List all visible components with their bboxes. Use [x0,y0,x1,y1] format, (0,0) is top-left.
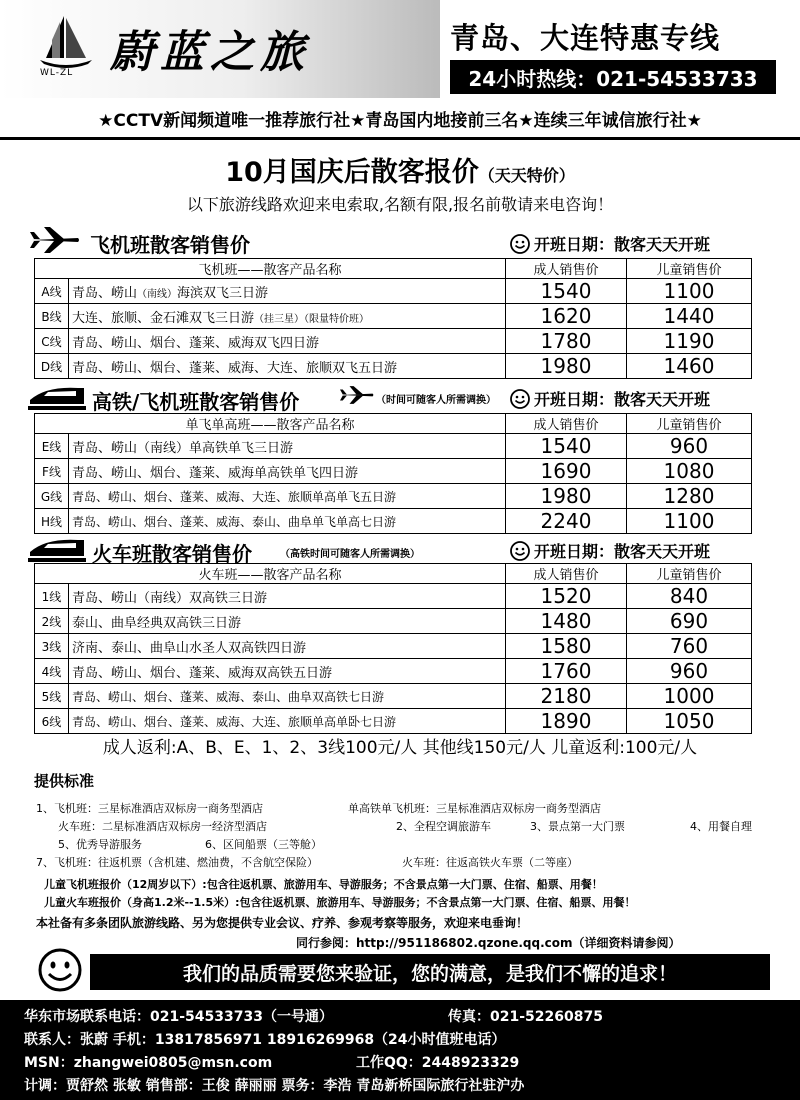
line-code: D线 [35,354,69,379]
adult-price: 1540 [506,434,627,459]
standard-item: 7、飞机班：往返机票（含机建、燃油费，不含航空保险） [36,856,318,869]
footer-contact [0,1000,800,1100]
child-price: 960 [627,659,752,684]
quality-slogan-bar: 我们的品质需要您来验证，您的满意，是我们不懈的追求！ [90,954,770,990]
adult-price: 1520 [506,584,627,609]
line-code: 3线 [35,634,69,659]
hotline-banner: 24小时热线：021-54533733 [450,60,776,94]
product-name: 青岛、崂山（南线）单高铁单飞三日游 [69,434,506,459]
adult-price: 1980 [506,354,627,379]
product-name-main: 大连、旅顺、金石滩双飞三日游 [72,310,255,326]
standard-item: 5、优秀导游服务 [58,838,142,851]
schedule-train [510,539,710,562]
smiley-icon [510,389,530,409]
table-row [35,304,752,329]
table-row [35,459,752,484]
table-row [35,709,752,734]
line-code: 5线 [35,684,69,709]
slogan-bar: ★CCTV新闻频道唯一推荐旅行社★青岛国内地接前三名★连续三年诚信旅行社★ [98,110,702,131]
section-title-flight: 飞机班散客销售价 [90,233,250,257]
table-header-row [35,414,752,434]
product-name: 青岛、崂山、烟台、蓬莱、威海、大连、旅顺单高单卧七日游 [69,709,506,734]
product-name: 青岛、崂山、烟台、蓬莱、威海、大连、旅顺单高单飞五日游 [69,484,506,509]
standard-item: 1、飞机班：三星标准酒店双标房一商务型酒店 [36,802,263,815]
product-name: 青岛、崂山、烟台、蓬莱、威海、大连、旅顺双飞五日游 [69,354,506,379]
line-code: 1线 [35,584,69,609]
standards-label: 提供标准 [34,772,95,790]
schedule-flight [510,232,710,255]
footer-msn: MSN：zhangwei0805@msn.com [24,1055,273,1071]
table-row [35,634,752,659]
child-price: 960 [627,434,752,459]
line-code: E线 [35,434,69,459]
column-header-product: 单飞单高班——散客产品名称 [35,414,506,434]
child-price: 1000 [627,684,752,709]
airplane-icon [340,385,374,405]
table-row [35,584,752,609]
table-header-row [35,564,752,584]
adult-price: 1760 [506,659,627,684]
adult-price: 1580 [506,634,627,659]
table-row [35,434,752,459]
column-header-child: 儿童销售价 [627,259,752,279]
child-price: 1080 [627,459,752,484]
child-price: 760 [627,634,752,659]
product-name: 青岛、崂山、烟台、蓬莱、威海双飞四日游 [69,329,506,354]
high-speed-train-icon [26,536,86,564]
column-header-product: 火车班——散客产品名称 [35,564,506,584]
standard-item: 火车班：二星标准酒店双标房一经济型酒店 [58,820,267,833]
schedule-text: 开班日期：散客天天开班 [534,390,711,409]
column-header-child: 儿童销售价 [627,564,752,584]
standard-item: 2、全程空调旅游车 [396,820,491,833]
adult-price: 1540 [506,279,627,304]
footer-phone: 华东市场联系电话：021-54533733（一号通） [24,1009,333,1025]
schedule-rail-flight [510,387,710,410]
product-name: 青岛、崂山（南线）双高铁三日游 [69,584,506,609]
product-name: 济南、泰山、曲阜山水圣人双高铁四日游 [69,634,506,659]
product-name-note: （挂三星）（限量特价班） [254,313,370,325]
footer-staff: 计调：贾舒然 张敏 销售部：王俊 薛丽丽 票务：李浩 青岛新桥国际旅行社驻沪办 [24,1078,525,1094]
table-row [35,279,752,304]
column-header-product: 飞机班——散客产品名称 [35,259,506,279]
schedule-text: 开班日期：散客天天开班 [534,542,711,561]
standard-item: 3、景点第一大门票 [530,820,625,833]
line-code: B线 [35,304,69,329]
table-row [35,484,752,509]
adult-price: 1780 [506,329,627,354]
product-name-rest: 海滨双飞三日游 [177,285,269,301]
adult-price: 1980 [506,484,627,509]
section-note-rail-flight: （时间可随客人所需调换） [376,395,496,406]
smiley-icon [510,234,530,254]
section-title-rail-flight: 高铁/飞机班散客销售价 [92,390,300,414]
footer-fax: 传真：021-52260875 [448,1009,603,1025]
footer-qq: 工作QQ：2448923329 [356,1055,520,1071]
standard-item: 4、用餐自理 [690,820,752,833]
sailboat-logo-icon [38,10,94,70]
smiley-icon [510,541,530,561]
line-code: H线 [35,509,69,534]
child-price: 1460 [627,354,752,379]
adult-price: 1690 [506,459,627,484]
product-name: 泰山、曲阜经典双高铁三日游 [69,609,506,634]
smiley-icon [38,948,82,992]
table-header-row [35,259,752,279]
standard-item: 火车班：往返高铁火车票（二等座） [402,856,578,869]
line-code: 6线 [35,709,69,734]
child-price: 1100 [627,279,752,304]
product-name: 青岛、崂山、烟台、蓬莱、威海双高铁五日游 [69,659,506,684]
section-note-train: （高铁时间可随客人所需调换） [280,549,420,560]
table-row [35,509,752,534]
peer-reference: 同行参阅：http://951186802.qzone.qq.com（详细资料请参阅） [296,936,681,950]
adult-price: 1480 [506,609,627,634]
child-price: 840 [627,584,752,609]
product-name-main: 青岛、崂山 [72,285,138,301]
table-row [35,684,752,709]
table-row [35,329,752,354]
table-row [35,354,752,379]
product-name: 青岛、崂山、烟台、蓬莱、威海、泰山、曲阜单飞单高七日游 [69,509,506,534]
intro-text: 以下旅游线路欢迎来电索取,名额有限,报名前敬请来电咨询！ [186,195,614,214]
section-title-train: 火车班散客销售价 [92,542,252,566]
rail-flight-price-table [34,413,752,534]
high-speed-train-icon [26,384,86,412]
line-code: C线 [35,329,69,354]
product-name-note: （南线） [137,288,178,300]
standard-item: 6、区间船票（三等舱） [205,838,322,851]
page-title [0,150,800,189]
footer-contact-person: 联系人：张蔚 手机：13817856971 18916269968（24小时值班电话） [24,1032,506,1048]
child-price: 1050 [627,709,752,734]
line-code: 4线 [35,659,69,684]
table-row [35,609,752,634]
line-code: A线 [35,279,69,304]
child-price: 1440 [627,304,752,329]
brand-name: 蔚蓝之旅 [110,27,310,78]
column-header-adult: 成人销售价 [506,564,627,584]
special-line-title: 青岛、大连特惠专线 [450,21,721,55]
adult-price: 2180 [506,684,627,709]
schedule-text: 开班日期：散客天天开班 [534,235,711,254]
product-name: 青岛、崂山、烟台、蓬莱、威海、泰山、曲阜双高铁七日游 [69,684,506,709]
airplane-icon [30,227,80,253]
child-price: 1190 [627,329,752,354]
title-main: 10月国庆后散客报价 [225,157,479,188]
adult-price: 1620 [506,304,627,329]
adult-price: 1890 [506,709,627,734]
more-services-note: 本社备有多条团队旅游线路、另为您提供专业会议、疗养、参观考察等服务，欢迎来电垂询！ [36,916,529,930]
logo-subtext: WL-ZL [40,68,74,78]
line-code: 2线 [35,609,69,634]
child-price: 690 [627,609,752,634]
table-row [35,659,752,684]
column-header-adult: 成人销售价 [506,414,627,434]
child-train-note: 儿童火车班报价（身高1.2米--1.5米）:包含往返机票、旅游用车、导游服务；不含景点第一大门票、住宿、船票、用餐！ [44,896,636,909]
divider [0,137,800,140]
title-sub: （天天特价） [478,166,575,185]
child-price: 1280 [627,484,752,509]
adult-price: 2240 [506,509,627,534]
line-code: G线 [35,484,69,509]
standard-item: 单高铁单飞机班：三星标准酒店双标房一商务型酒店 [348,802,601,815]
product-name: 青岛、崂山、烟台、蓬莱、威海单高铁单飞四日游 [69,459,506,484]
product-name [69,279,506,304]
flight-price-table [34,258,752,379]
column-header-adult: 成人销售价 [506,259,627,279]
column-header-child: 儿童销售价 [627,414,752,434]
line-code: F线 [35,459,69,484]
rebate-text: 成人返利:A、B、E、1、2、3线100元/人 其他线150元/人 儿童返利:100元/人 [102,738,698,758]
train-price-table [34,563,752,734]
child-price: 1100 [627,509,752,534]
child-flight-note: 儿童飞机班报价（12周岁以下）:包含往返机票、旅游用车、导游服务；不含景点第一大门票、住宿、船票、用餐！ [44,878,603,891]
product-name [69,304,506,329]
